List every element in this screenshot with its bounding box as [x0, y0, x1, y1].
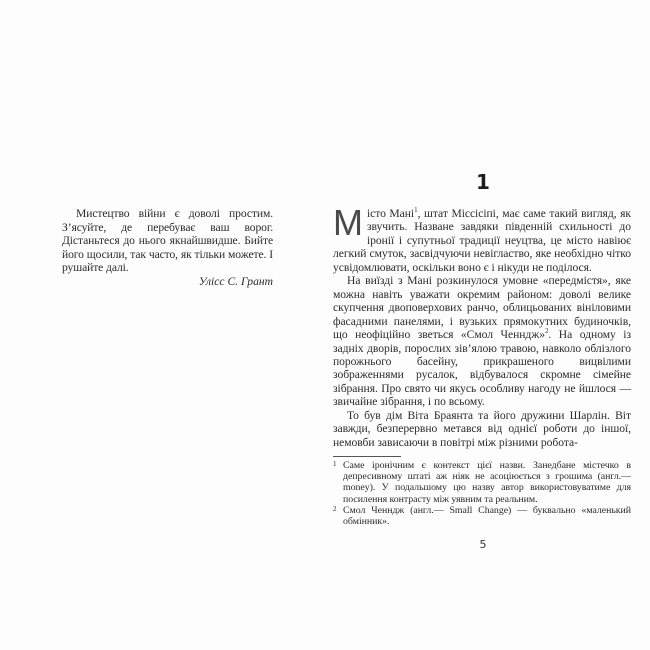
paragraph-1: [333, 202, 631, 274]
page-number: 5: [479, 538, 487, 551]
footnote-1: [333, 460, 631, 505]
footnote-divider: [333, 456, 401, 457]
chapter-number: [325, 170, 641, 194]
footnote-2: [333, 505, 631, 527]
paragraph-2-text-a: На виїзді з Мані розкинулося умовне «передмістя», яке можна навіть уважати окремим районом: доволі велике скупчення двоповерхових ранчо, облицьованих вініловими фасадними панелями, і вузьких прямокутних будиночків, що неофіційно зветься «Смол Ченндж»: [333, 274, 631, 342]
paragraph-1-lead: істо Мані: [366, 207, 415, 220]
paragraph-2: [333, 274, 631, 409]
paragraph-3: [333, 409, 631, 449]
chapter-body: [333, 202, 631, 449]
right-page: [325, 0, 650, 650]
paragraph-2-text-b: . На одному із задніх дворів, порослих зів’ялою травою, навколо облізлого порожнього басейну, прикрашеного вицвілими зображеннями русалок, відбувалося скромне сімейне зібрання. Про свято чи якусь особливу нагоду не йшлося — звичайне зібрання, і по всьому.: [333, 328, 631, 409]
chapter-number-text: 1: [476, 170, 490, 194]
footnote-ref-2[interactable]: 2: [544, 327, 549, 336]
epigraph-author: Улісс С. Грант: [198, 275, 273, 288]
footnote-ref-1[interactable]: 1: [414, 206, 418, 215]
paragraph-3-text: То був дім Віта Браянта та його дружини Шарлін. Віт завжди, безперервно метався від однієї роботи до іншої, немовби зависаючи в повітрі між різними робота-: [333, 408, 631, 449]
footnote-mark-1: 1: [333, 460, 337, 468]
drop-cap: М: [333, 202, 363, 243]
footnote-text-2: Смол Ченндж (англ.— Small Change) — буквально «маленький обмінник».: [343, 504, 631, 528]
epigraph: Мистецтво війни є доволі простим. З’ясуйте, де перебуває ваш ворог. Дістаньтеся до нього якнайшвидше. Бийте його щосили, так часто, як тільки можете. І рушайте далі.: [62, 207, 273, 275]
footnotes: [333, 460, 631, 527]
footnote-mark-2: 2: [333, 504, 337, 513]
paragraph-1-text: , штат Міссісіпі, має саме такий вигляд, як звучить. Назване завдяки південній схильності до іронії і супутньої традиції неуцтва, це місто навіює легкий смуток, засвідчуючи невігластво, яке необхідно чітко усвідомлювати, оскільки воно є і нікуди не поділося.: [333, 207, 631, 274]
footnote-text-1: Саме іронічним є контекст цієї назви. Занедбане містечко в депресивному штаті аж ніяк не асоціюється з грошима (англ.— money). У подальшому цю назву автор використовуватиме для посилення контрасту між уявним та реальним.: [343, 460, 631, 505]
